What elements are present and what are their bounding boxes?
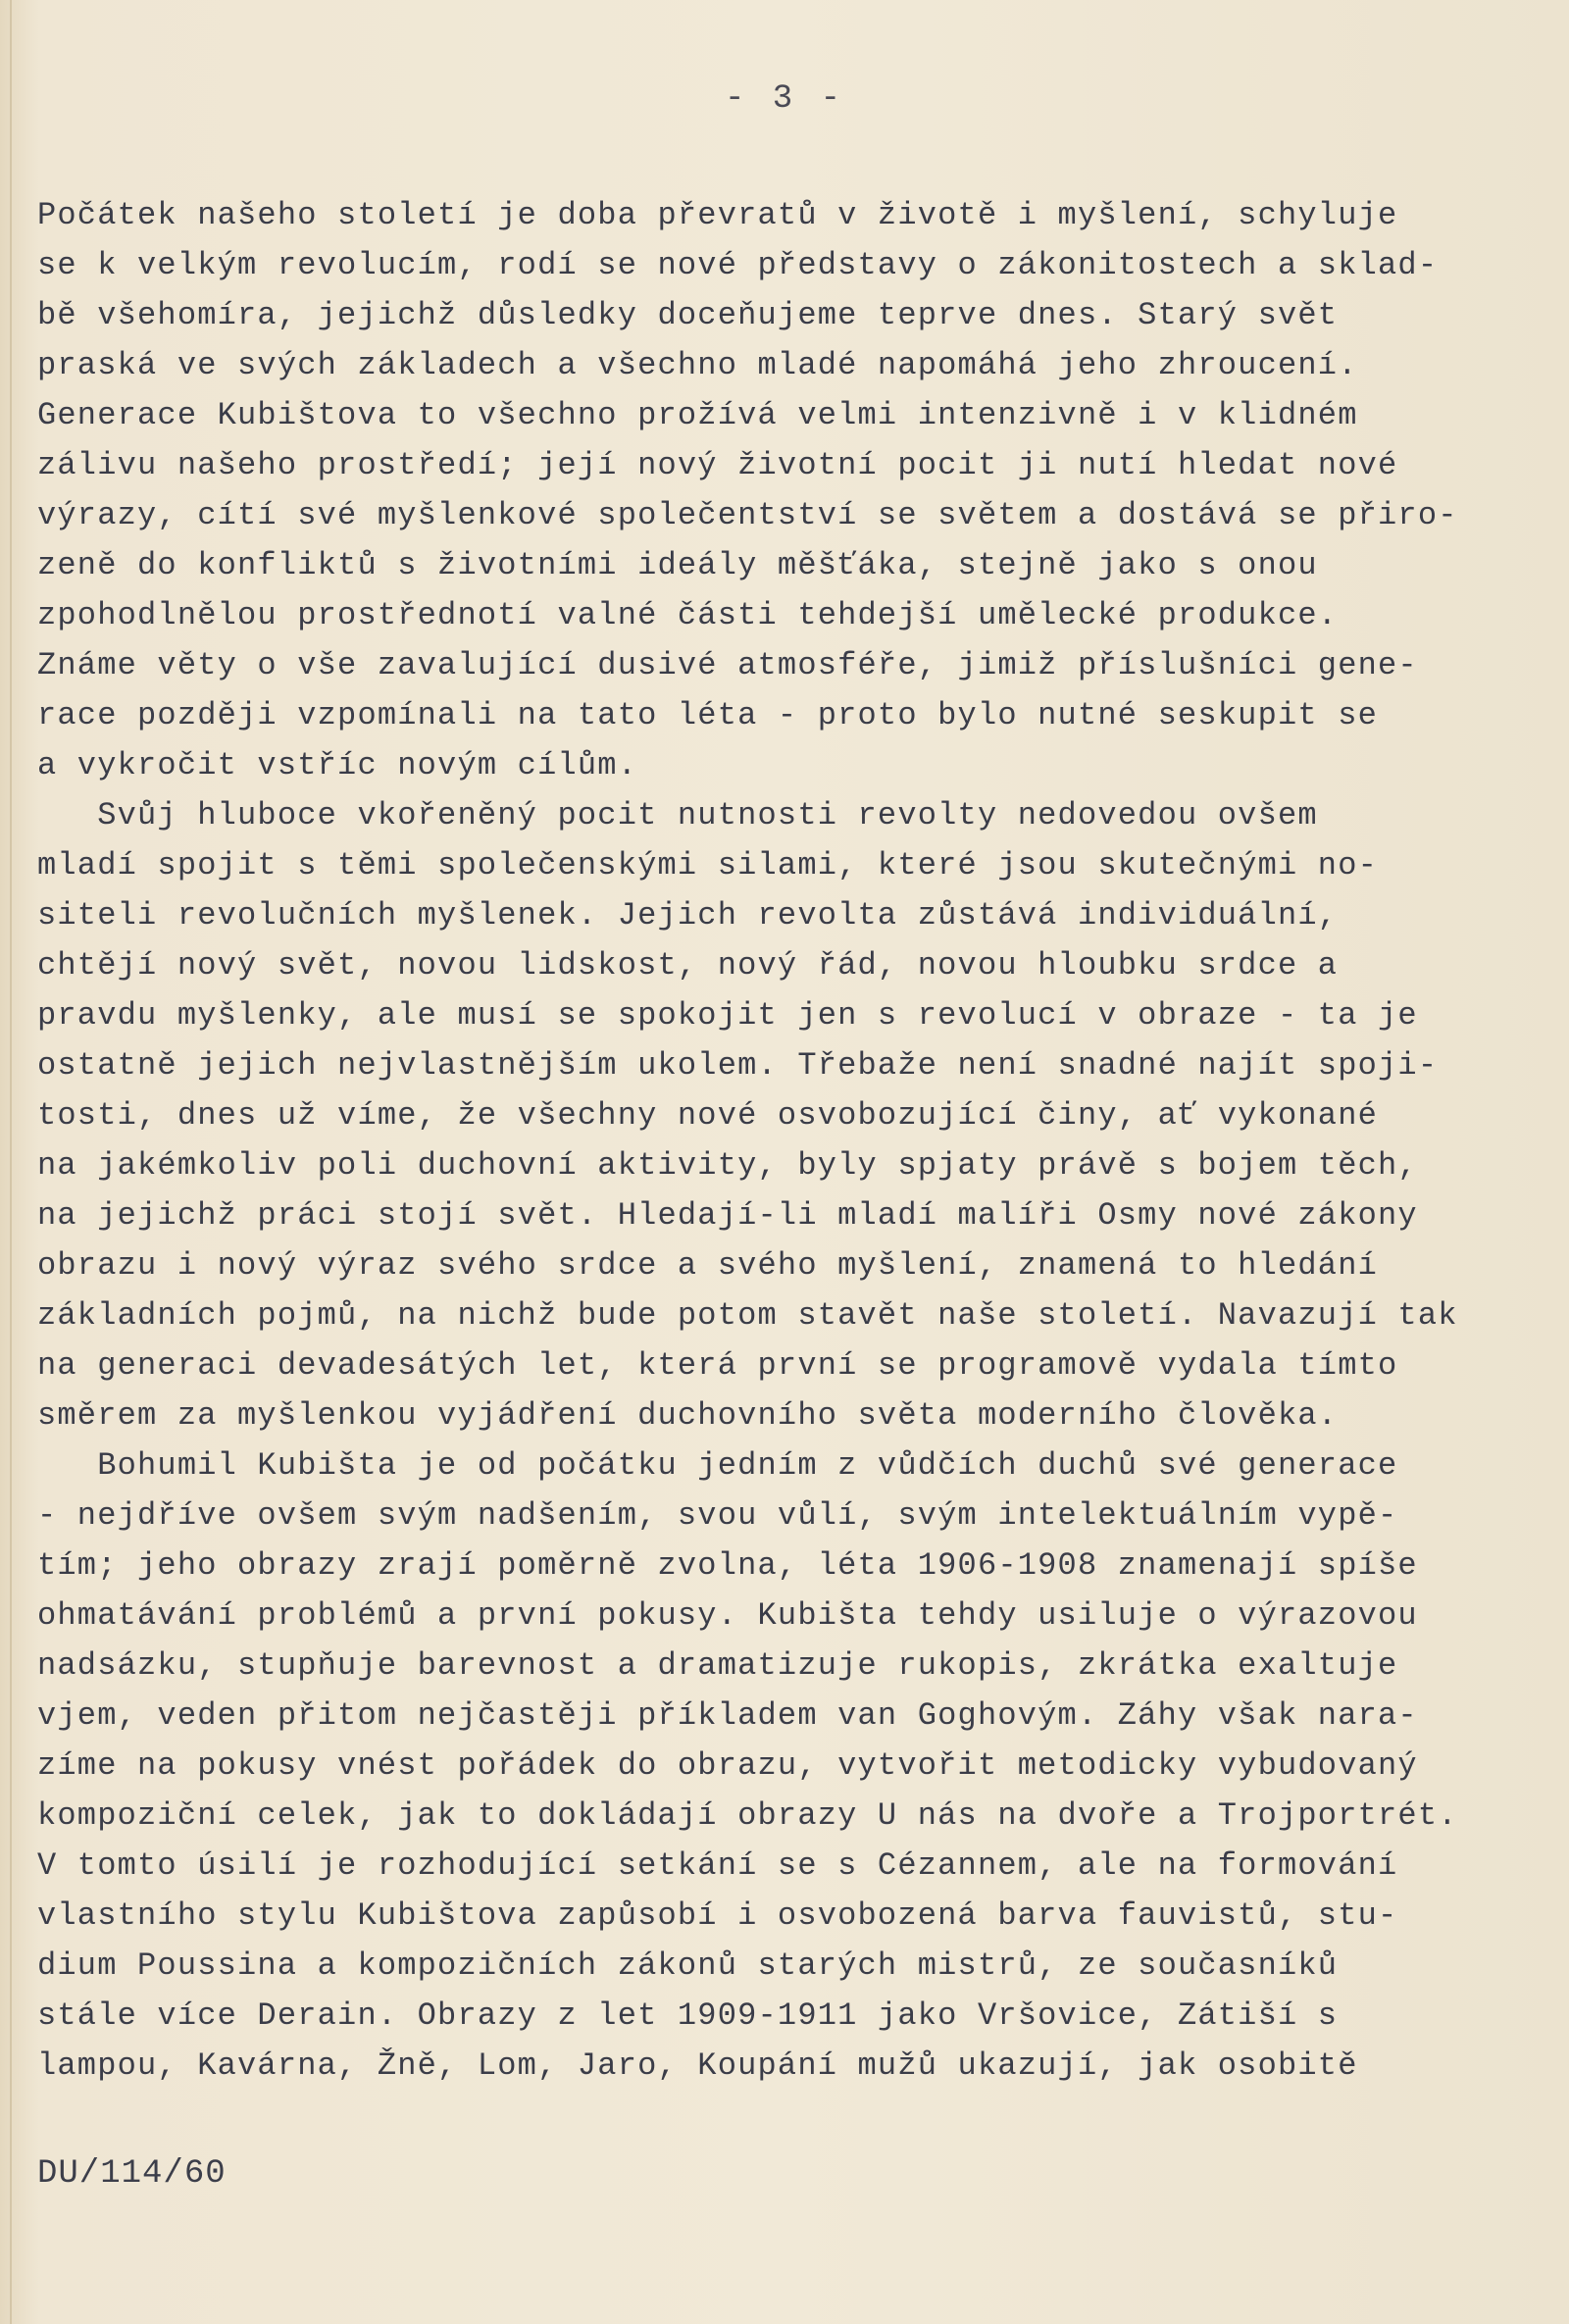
- text-line: na jakémkoliv poli duchovní aktivity, byly spjaty právě s bojem těch,: [37, 1147, 1418, 1184]
- text-line: kompoziční celek, jak to dokládají obrazy U nás na dvoře a Trojportrét.: [37, 1797, 1458, 1834]
- text-line: siteli revolučních myšlenek. Jejich revolta zůstává individuální,: [37, 897, 1339, 934]
- text-line: race později vzpomínali na tato léta - proto bylo nutné seskupit se: [37, 697, 1379, 733]
- text-line: - nejdříve ovšem svým nadšením, svou vůlí, svým intelektuálním vypě-: [37, 1497, 1398, 1534]
- text-line: tím; jeho obrazy zrají poměrně zvolna, léta 1906-1908 znamenají spíše: [37, 1547, 1418, 1584]
- text-line: Svůj hluboce vkořeněný pocit nutnosti revolty nedovedou ovšem: [37, 797, 1318, 834]
- text-line: dium Poussina a kompozičních zákonů starých mistrů, ze současníků: [37, 1947, 1339, 1984]
- page-number: - 3 -: [724, 80, 845, 118]
- text-line: na generaci devadesátých let, která první se programově vydala tímto: [37, 1347, 1398, 1384]
- text-line: vlastního stylu Kubištova zapůsobí i osvobozená barva fauvistů, stu-: [37, 1897, 1398, 1934]
- text-line: nadsázku, stupňuje barevnost a dramatizuje rukopis, zkrátka exaltuje: [37, 1647, 1398, 1684]
- text-line: Bohumil Kubišta je od počátku jedním z vůdčích duchů své generace: [37, 1447, 1398, 1484]
- text-line: V tomto úsilí je rozhodující setkání se s Cézannem, ale na formování: [37, 1847, 1398, 1884]
- text-line: ohmatávání problémů a první pokusy. Kubišta tehdy usiluje o výrazovou: [37, 1597, 1418, 1634]
- text-line: lampou, Kavárna, Žně, Lom, Jaro, Koupání mužů ukazují, jak osobitě: [37, 2047, 1358, 2084]
- text-line: směrem za myšlenkou vyjádření duchovního světa moderního člověka.: [37, 1397, 1339, 1434]
- text-line: a vykročit vstříc novým cílům.: [37, 747, 638, 783]
- text-line: základních pojmů, na nichž bude potom stavět naše století. Navazují tak: [37, 1297, 1458, 1334]
- text-line: bě všehomíra, jejichž důsledky doceňujeme teprve dnes. Starý svět: [37, 297, 1339, 333]
- text-line: tosti, dnes už víme, že všechny nové osvobozující činy, ať vykonané: [37, 1097, 1379, 1134]
- page-edge: [10, 0, 12, 2324]
- text-line: zpohodlnělou prostřednotí valné části tehdejší umělecké produkce.: [37, 597, 1339, 633]
- text-line: výrazy, cítí své myšlenkové společentství se světem a dostává se přiro-: [37, 497, 1458, 533]
- text-line: obrazu i nový výraz svého srdce a svého myšlení, znamená to hledání: [37, 1247, 1379, 1284]
- text-line: pravdu myšlenky, ale musí se spokojit jen s revolucí v obraze - ta je: [37, 997, 1418, 1034]
- text-line: zálivu našeho prostředí; její nový životní pocit ji nutí hledat nové: [37, 447, 1398, 483]
- text-line: se k velkým revolucím, rodí se nové představy o zákonitostech a sklad-: [37, 247, 1439, 283]
- text-line: chtějí nový svět, novou lidskost, nový řád, novou hloubku srdce a: [37, 947, 1339, 984]
- text-line: Známe věty o vše zavalující dusivé atmosféře, jimiž příslušníci gene-: [37, 647, 1418, 683]
- text-line: na jejichž práci stojí svět. Hledají-li mladí malíři Osmy nové zákony: [37, 1197, 1418, 1234]
- text-line: ostatně jejich nejvlastnějším ukolem. Třebaže není snadné najít spoji-: [37, 1047, 1439, 1084]
- text-line: stále více Derain. Obrazy z let 1909-1911 jako Vršovice, Zátiší s: [37, 1997, 1339, 2034]
- text-line: praská ve svých základech a všechno mladé napomáhá jeho zhroucení.: [37, 347, 1358, 383]
- text-line: zíme na pokusy vnést pořádek do obrazu, vytvořit metodicky vybudovaný: [37, 1747, 1418, 1784]
- text-line: Počátek našeho století je doba převratů v životě i myšlení, schyluje: [37, 197, 1398, 233]
- text-line: mladí spojit s těmi společenskými silami, které jsou skutečnými no-: [37, 847, 1379, 884]
- text-line: vjem, veden přitom nejčastěji příkladem van Goghovým. Záhy však nara-: [37, 1697, 1418, 1734]
- text-line: Generace Kubištova to všechno prožívá velmi intenzivně i v klidném: [37, 397, 1358, 433]
- text-line: zeně do konfliktů s životními ideály měšťáka, stejně jako s onou: [37, 547, 1318, 583]
- document-code: DU/114/60: [37, 2155, 227, 2193]
- body-text: [37, 190, 1538, 2091]
